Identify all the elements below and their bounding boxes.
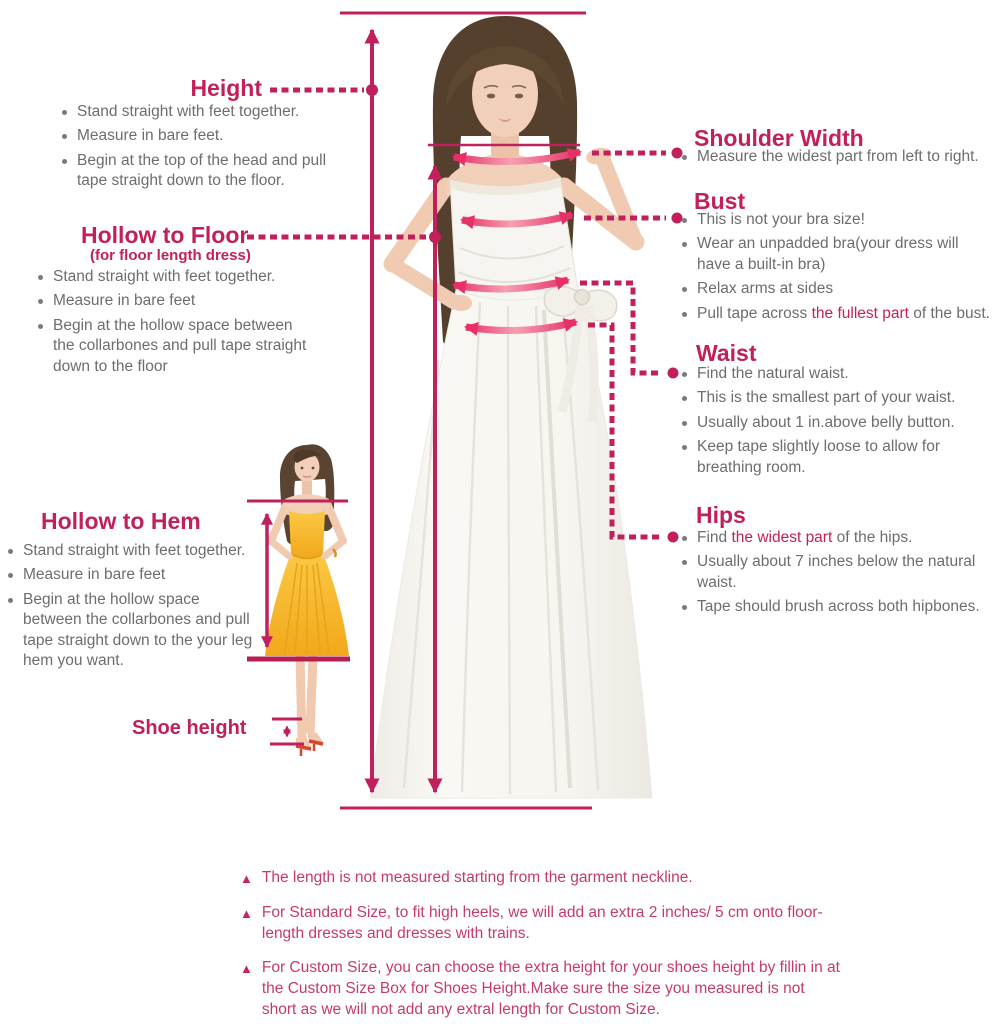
height-title: Height [190, 75, 262, 101]
bottom-notes [240, 868, 840, 1024]
bullet-item: Stand straight with feet together. [36, 267, 318, 287]
bullet-item: Relax arms at sides [680, 279, 990, 299]
hollow-to-hem-title: Hollow to Hem [41, 508, 201, 534]
bullet-item: Measure in bare feet [36, 291, 318, 311]
bullet-text: of the bust. [908, 304, 990, 322]
bullet-item [680, 304, 990, 324]
hips-title: Hips [696, 502, 746, 528]
bullet-item: This is the smallest part of your waist. [680, 388, 985, 408]
bullet-item: Keep tape slightly loose to allow for breathing room. [680, 437, 985, 478]
bullet-item: Find the natural waist. [680, 364, 985, 384]
bust-bullets [680, 210, 990, 328]
note-text: For Standard Size, to fit high heels, we will add an extra 2 inches/ 5 cm onto floor-length dresses and dresses with trains. [261, 904, 823, 943]
shoulder-width-title: Shoulder Width [694, 125, 864, 151]
waist-bullets [680, 364, 985, 482]
bullet-item: Begin at the top of the head and pull tape straight down to the floor. [60, 151, 332, 192]
note-item [240, 868, 840, 890]
hollow-to-floor-subtitle: (for floor length dress) [90, 247, 251, 264]
small-model-illustration [245, 435, 365, 765]
bullet-item: Stand straight with feet together. [6, 541, 256, 561]
hollow-to-floor-title: Hollow to Floor [81, 222, 249, 248]
note-item [240, 903, 840, 945]
note-text: The length is not measured starting from the garment neckline. [261, 869, 693, 886]
bullet-item [680, 528, 988, 548]
bullet-item: Stand straight with feet together. [60, 102, 332, 122]
main-model-illustration [330, 10, 670, 810]
shoulder-width-bullets [680, 147, 992, 171]
bullet-text: Pull tape across [697, 304, 812, 322]
note-text: For Custom Size, you can choose the extra height for your shoes height by fillin in at the Custom Size Box for Shoes Height.Make sure the size you measured is not short as we will not add any extral length for Custom Size. [261, 958, 840, 1018]
bullet-item: Tape should brush across both hipbones. [680, 597, 988, 617]
bullet-item: Usually about 7 inches below the natural waist. [680, 552, 988, 593]
bullet-highlight: the widest part [731, 529, 833, 546]
hollow-to-hem-bullets [6, 541, 256, 676]
shoe-height-title: Shoe height [132, 717, 247, 739]
bullet-text: Find [697, 529, 732, 546]
bullet-item: Begin at the hollow space between the collarbones and pull tape straight down to the your leg hem you want. [6, 590, 256, 672]
bullet-item: This is not your bra size! [680, 210, 990, 230]
bullet-item: Measure the widest part from left to right. [680, 147, 992, 167]
bullet-highlight: the fullest part [811, 304, 909, 322]
note-item [240, 958, 840, 1021]
bullet-item: Measure in bare feet. [60, 126, 332, 146]
hollow-to-floor-bullets [36, 267, 318, 381]
height-bullets [60, 102, 332, 196]
warning-triangle-icon: ▲ [240, 906, 253, 922]
bullet-item: Measure in bare feet [6, 565, 256, 585]
waist-title: Waist [696, 340, 757, 366]
bullet-item: Wear an unpadded bra(your dress will have a built-in bra) [680, 234, 990, 275]
bullet-text: of the hips. [832, 529, 913, 546]
bullet-item: Begin at the hollow space between the collarbones and pull tape straight down to the floor [36, 316, 318, 377]
warning-triangle-icon: ▲ [240, 871, 253, 886]
bust-title: Bust [694, 188, 746, 214]
bullet-item: Usually about 1 in.above belly button. [680, 413, 985, 433]
hips-bullets [680, 528, 988, 622]
warning-triangle-icon: ▲ [240, 960, 253, 976]
